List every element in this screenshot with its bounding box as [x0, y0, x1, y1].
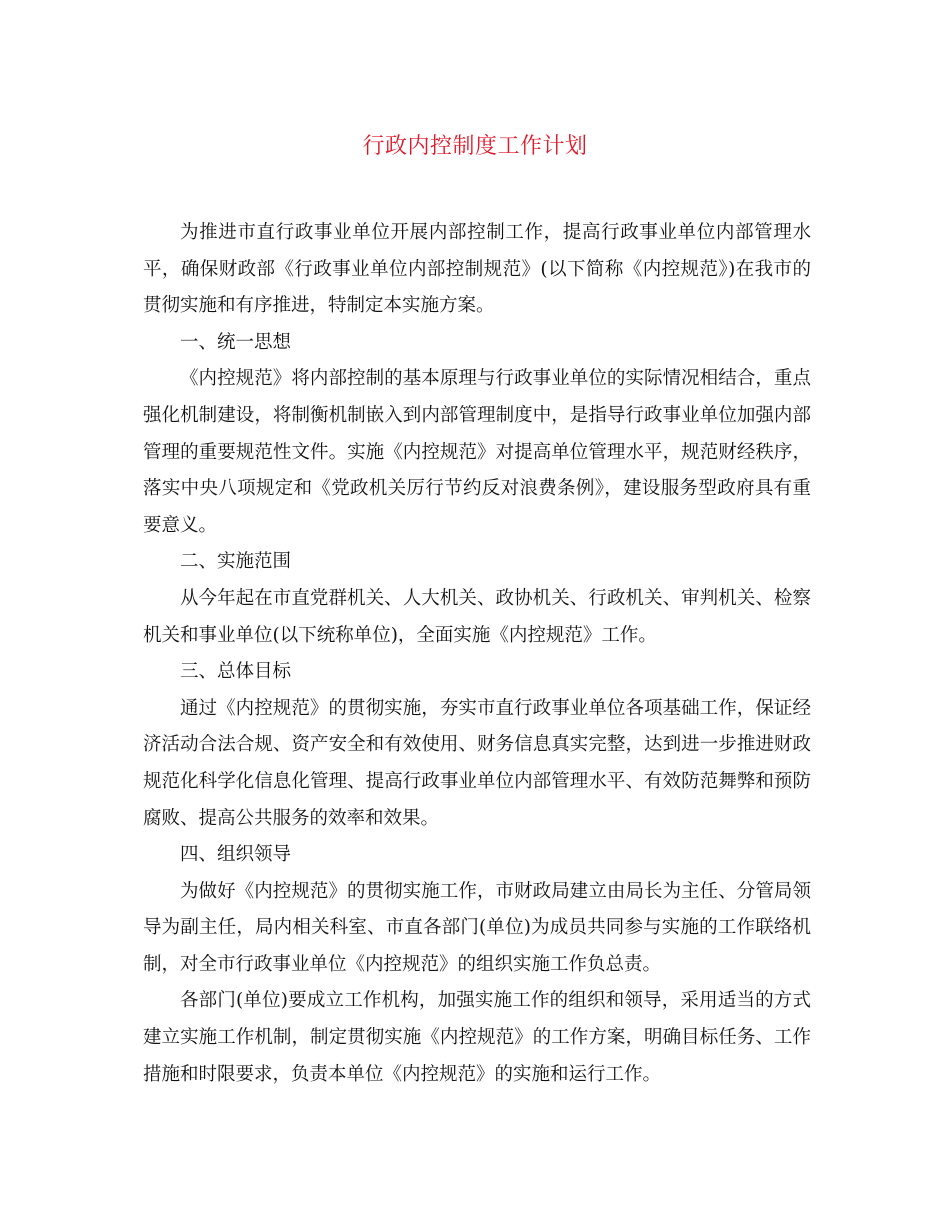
section-heading-2: 二、实施范围 — [180, 551, 292, 573]
paragraph-section-3: 通过《内控规范》的贯彻实施，夯实市直行政事业单位各项基础工作，保证经济活动合法合规、资产安全和有效使用、财务信息真实完整，达到进一步推进财政规范化科学化信息化管理、提高行政事业单位内部管理水平、有效防范舞弊和预防腐败、提高公共服务的效率和效果。 — [143, 697, 811, 829]
paragraph-section-4a: 为做好《内控规范》的贯彻实施工作，市财政局建立由局长为主任、分管局领导为副主任，局内相关科室、市直各部门(单位)为成员共同参与实施的工作联络机制，对全市行政事业单位《内控规范》的组织实施工作负总责。 — [143, 880, 811, 975]
document-body — [143, 215, 811, 1093]
paragraph-section-1: 《内控规范》将内部控制的基本原理与行政事业单位的实际情况相结合，重点强化机制建设，将制衡机制嵌入到内部管理制度中，是指导行政事业单位加强内部管理的重要规范性文件。实施《内控规范》对提高单位管理水平，规范财经秩序，落实中央八项规定和《党政机关厉行节约反对浪费条例》，建设服务型政府具有重要意义。 — [143, 368, 811, 536]
paragraph-section-4b: 各部门(单位)要成立工作机构，加强实施工作的组织和领导，采用适当的方式建立实施工作机制，制定贯彻实施《内控规范》的工作方案，明确目标任务、工作措施和时限要求，负责本单位《内控规范》的实施和运行工作。 — [143, 990, 811, 1085]
paragraph-section-2: 从今年起在市直党群机关、人大机关、政协机关、行政机关、审判机关、检察机关和事业单位(以下统称单位)，全面实施《内控规范》工作。 — [143, 587, 811, 646]
document-title: 行政内控制度工作计划 — [362, 134, 588, 159]
section-heading-1: 一、统一思想 — [180, 331, 292, 353]
paragraph-intro: 为推进市直行政事业单位开展内部控制工作，提高行政事业单位内部管理水平，确保财政部《行政事业单位内部控制规范》(以下简称《内控规范》)在我市的贯彻实施和有序推进，特制定本实施方案。 — [143, 222, 811, 317]
section-heading-4: 四、组织领导 — [180, 844, 292, 866]
section-heading-3: 三、总体目标 — [180, 661, 292, 683]
